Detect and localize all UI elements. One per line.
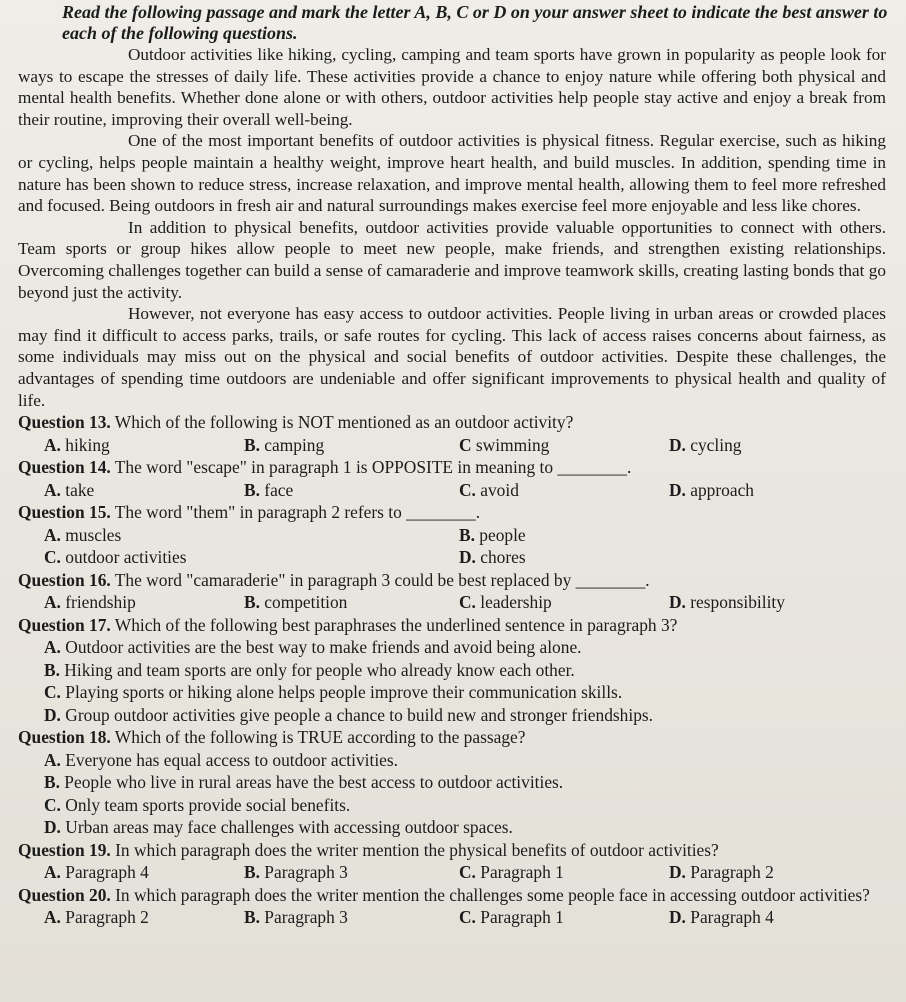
option-text: Only team sports provide social benefits. bbox=[60, 794, 351, 815]
question-text: Which of the following is NOT mentioned as an outdoor activity? bbox=[110, 412, 574, 433]
question-number: Question 17. bbox=[18, 614, 111, 635]
question-block bbox=[18, 569, 892, 614]
option-text: friendship bbox=[60, 592, 136, 613]
answer-option[interactable] bbox=[669, 434, 849, 457]
option-letter: B. bbox=[244, 907, 260, 928]
paragraph-1: Outdoor activities like hiking, cycling, camping and team sports have grown in popularity as people look for ways to escape the stresses of daily life. These activities provide a chance to enjoy nature while offering both physical and mental health benefits. Whether done alone or with others, outdoor activities help people stay active and enjoy a break from their routine, improving their overall well-being. bbox=[18, 45, 886, 129]
answer-option[interactable] bbox=[18, 816, 892, 839]
answer-option[interactable] bbox=[44, 479, 244, 502]
question-number: Question 16. bbox=[18, 569, 111, 590]
option-text: Hiking and team sports are only for people who already know each other. bbox=[59, 659, 575, 680]
question-number: Question 20. bbox=[18, 884, 111, 905]
answer-option[interactable] bbox=[459, 861, 669, 884]
question-list bbox=[18, 411, 892, 929]
option-letter: D. bbox=[669, 592, 686, 613]
option-text: Paragraph 2 bbox=[60, 907, 149, 928]
option-text: approach bbox=[685, 479, 754, 500]
option-text: outdoor activities bbox=[60, 547, 187, 568]
question-stem bbox=[18, 614, 892, 637]
option-text: avoid bbox=[475, 479, 519, 500]
question-number: Question 19. bbox=[18, 839, 111, 860]
paragraph-3: In addition to physical benefits, outdoor activities provide valuable opportunities to connect with others. Team sports or group hikes allow people to meet new people, make friends, and strengthen existing relationships. Overcoming challenges together can build a sense of camaraderie and improve teamwork skills, creating lasting bonds that go beyond just the activity. bbox=[18, 217, 886, 302]
answer-option[interactable] bbox=[18, 704, 892, 727]
answer-option[interactable] bbox=[44, 546, 459, 569]
answer-option[interactable] bbox=[244, 861, 459, 884]
question-text: Which of the following is TRUE according to the passage? bbox=[110, 727, 526, 748]
answer-option[interactable] bbox=[669, 906, 849, 929]
option-letter: C. bbox=[459, 479, 476, 500]
option-letter: C. bbox=[44, 794, 61, 815]
option-letter: D. bbox=[669, 434, 686, 455]
option-letter: D. bbox=[669, 907, 686, 928]
answer-option[interactable] bbox=[44, 591, 244, 614]
answer-option[interactable] bbox=[44, 861, 244, 884]
question-number: Question 15. bbox=[18, 502, 111, 523]
option-text: Paragraph 3 bbox=[259, 862, 348, 883]
options-row bbox=[18, 546, 892, 569]
answer-option[interactable] bbox=[669, 591, 849, 614]
option-text: Paragraph 1 bbox=[475, 862, 564, 883]
question-number: Question 13. bbox=[18, 412, 111, 433]
answer-option[interactable] bbox=[244, 591, 459, 614]
answer-option[interactable] bbox=[459, 591, 669, 614]
option-letter: D. bbox=[669, 479, 686, 500]
question-stem bbox=[18, 456, 892, 479]
question-text: The word "them" in paragraph 2 refers to ________. bbox=[110, 502, 481, 523]
question-stem bbox=[18, 411, 892, 434]
option-text: people bbox=[474, 524, 526, 545]
question-block bbox=[18, 501, 892, 569]
options-row bbox=[18, 906, 892, 929]
answer-option[interactable] bbox=[44, 434, 244, 457]
option-text: Paragraph 2 bbox=[685, 862, 774, 883]
question-block bbox=[18, 839, 892, 884]
question-stem bbox=[18, 884, 892, 907]
answer-option[interactable] bbox=[669, 479, 849, 502]
question-text: Which of the following best paraphrases the underlined sentence in paragraph 3? bbox=[110, 614, 678, 635]
question-block bbox=[18, 411, 892, 456]
options-row bbox=[18, 861, 892, 884]
answer-option[interactable] bbox=[459, 479, 669, 502]
paragraph-4: However, not everyone has easy access to outdoor activities. People living in urban areas or crowded places may find it difficult to access parks, trails, or safe routes for cycling. This lack of access raises concerns about fairness, as some individuals may miss out on the physical and social benefits of outdoor activities. Despite these challenges, the advantages of spending time outdoors are undeniable and offer significant improvements to physical health and quality of life. bbox=[18, 304, 886, 410]
option-letter: C bbox=[459, 434, 472, 455]
question-text: The word "camaraderie" in paragraph 3 could be best replaced by ________. bbox=[110, 569, 650, 590]
option-letter: A. bbox=[44, 524, 61, 545]
option-text: competition bbox=[259, 592, 348, 613]
question-stem bbox=[18, 501, 892, 524]
answer-option[interactable] bbox=[459, 906, 669, 929]
option-text: Group outdoor activities give people a chance to build new and stronger friendships. bbox=[60, 704, 654, 725]
question-stem bbox=[18, 569, 892, 592]
option-text: take bbox=[60, 479, 95, 500]
options-row bbox=[18, 524, 892, 547]
answer-option[interactable] bbox=[18, 681, 892, 704]
option-letter: A. bbox=[44, 434, 61, 455]
options-row bbox=[18, 479, 892, 502]
option-text: cycling bbox=[685, 434, 742, 455]
option-text: Everyone has equal access to outdoor activities. bbox=[60, 749, 398, 770]
option-letter: C. bbox=[459, 862, 476, 883]
option-text: Paragraph 3 bbox=[259, 907, 348, 928]
option-letter: B. bbox=[44, 659, 60, 680]
answer-option[interactable] bbox=[18, 771, 892, 794]
option-letter: C. bbox=[44, 682, 61, 703]
answer-option[interactable] bbox=[669, 861, 849, 884]
answer-option[interactable] bbox=[459, 524, 759, 547]
option-letter: A. bbox=[44, 637, 61, 658]
question-block bbox=[18, 884, 892, 929]
question-stem bbox=[18, 839, 892, 862]
answer-option[interactable] bbox=[18, 749, 892, 772]
option-letter: B. bbox=[244, 479, 260, 500]
question-number: Question 14. bbox=[18, 457, 111, 478]
question-stem bbox=[18, 726, 892, 749]
answer-option[interactable] bbox=[244, 479, 459, 502]
option-text: camping bbox=[259, 434, 325, 455]
question-block bbox=[18, 726, 892, 839]
option-letter: B. bbox=[44, 772, 60, 793]
answer-option[interactable] bbox=[44, 524, 459, 547]
question-text: In which paragraph does the writer mention the physical benefits of outdoor activities? bbox=[110, 839, 719, 860]
option-letter: B. bbox=[244, 434, 260, 455]
option-letter: D. bbox=[669, 862, 686, 883]
option-text: Urban areas may face challenges with accessing outdoor spaces. bbox=[60, 817, 513, 838]
option-letter: A. bbox=[44, 749, 61, 770]
question-text: The word "escape" in paragraph 1 is OPPOSITE in meaning to ________. bbox=[110, 457, 632, 478]
answer-option[interactable] bbox=[244, 434, 459, 457]
option-text: Paragraph 4 bbox=[685, 907, 774, 928]
question-block bbox=[18, 456, 892, 501]
answer-option[interactable] bbox=[459, 434, 669, 457]
options-row bbox=[18, 434, 892, 457]
option-text: leadership bbox=[475, 592, 552, 613]
option-text: responsibility bbox=[685, 592, 785, 613]
option-letter: B. bbox=[459, 524, 475, 545]
question-number: Question 18. bbox=[18, 727, 111, 748]
option-letter: A. bbox=[44, 862, 61, 883]
option-letter: A. bbox=[44, 907, 61, 928]
option-text: face bbox=[259, 479, 294, 500]
option-letter: A. bbox=[44, 479, 61, 500]
answer-option[interactable] bbox=[18, 659, 892, 682]
paragraph-2: One of the most important benefits of outdoor activities is physical fitness. Regular exercise, such as hiking or cycling, helps people maintain a healthy weight, improve heart health, and build muscles. In addition, spending time in nature has been shown to reduce stress, increase relaxation, and improve mental health, allowing them to feel more refreshed and focused. Being outdoors in fresh air and natural surroundings makes exercise feel more enjoyable and less like chores. bbox=[18, 131, 886, 216]
option-letter: A. bbox=[44, 592, 61, 613]
answer-option[interactable] bbox=[244, 906, 459, 929]
question-text: In which paragraph does the writer mention the challenges some people face in accessing outdoor activities? bbox=[110, 884, 870, 905]
option-text: chores bbox=[475, 547, 526, 568]
option-letter: B. bbox=[244, 862, 260, 883]
option-text: Paragraph 1 bbox=[475, 907, 564, 928]
option-text: Outdoor activities are the best way to make friends and avoid being alone. bbox=[60, 637, 582, 658]
option-text: swimming bbox=[471, 434, 550, 455]
question-block bbox=[18, 614, 892, 727]
option-text: Playing sports or hiking alone helps people improve their communication skills. bbox=[60, 682, 623, 703]
option-letter: C. bbox=[459, 592, 476, 613]
instruction-text: Read the following passage and mark the letter A, B, C or D on your answer sheet to indicate the best answer to each of the following questions. bbox=[62, 2, 888, 43]
option-text: Paragraph 4 bbox=[60, 862, 149, 883]
option-text: muscles bbox=[60, 524, 122, 545]
answer-option[interactable] bbox=[18, 794, 892, 817]
option-letter: C. bbox=[44, 547, 61, 568]
option-letter: C. bbox=[459, 907, 476, 928]
option-letter: D. bbox=[44, 817, 61, 838]
option-letter: B. bbox=[244, 592, 260, 613]
answer-option[interactable] bbox=[44, 906, 244, 929]
answer-option[interactable] bbox=[459, 546, 759, 569]
answer-option[interactable] bbox=[18, 636, 892, 659]
option-text: hiking bbox=[60, 434, 110, 455]
option-text: People who live in rural areas have the best access to outdoor activities. bbox=[59, 772, 564, 793]
options-row bbox=[18, 591, 892, 614]
reading-passage bbox=[18, 44, 892, 411]
option-letter: D. bbox=[44, 704, 61, 725]
option-letter: D. bbox=[459, 547, 476, 568]
